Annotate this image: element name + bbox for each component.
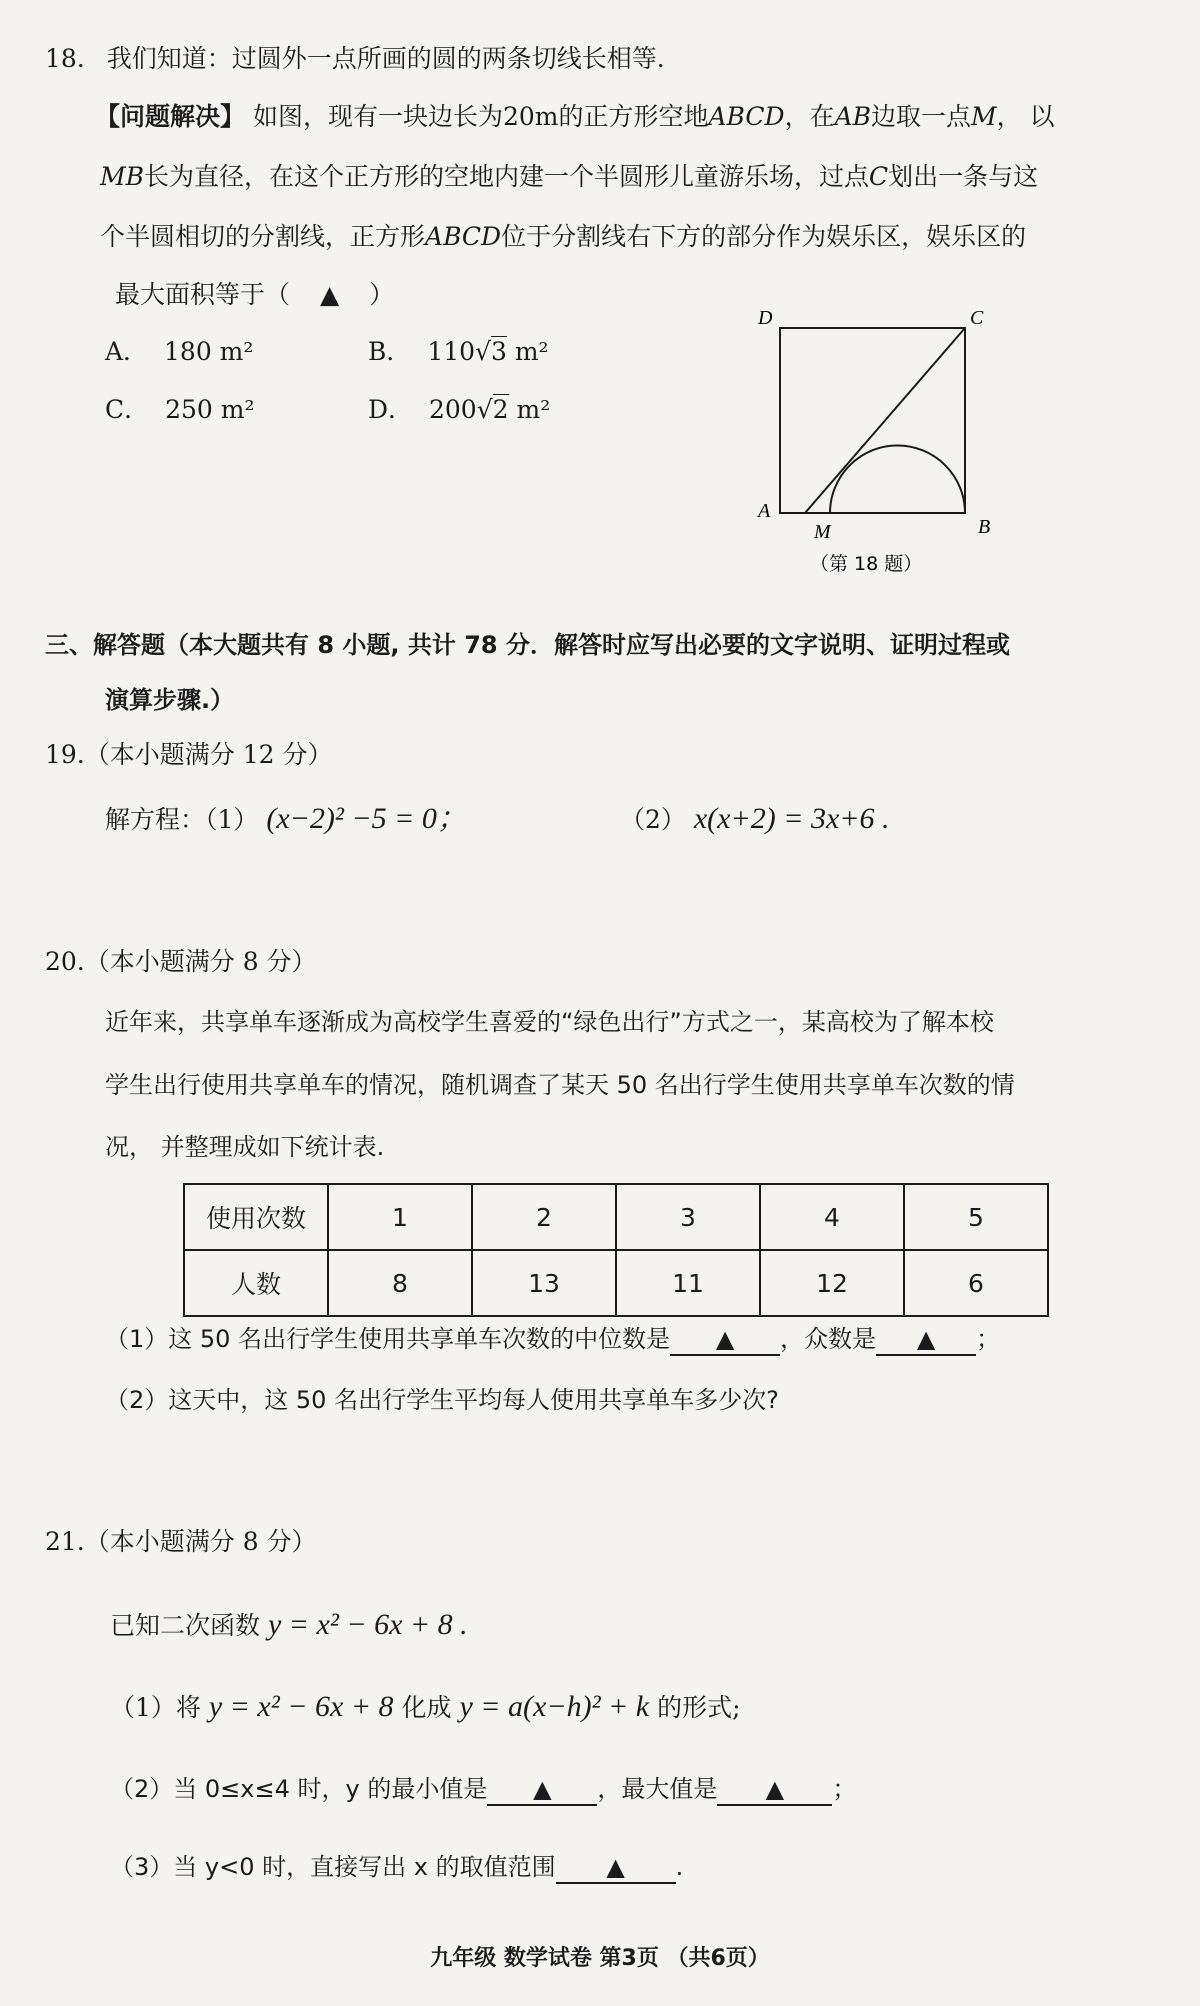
q18-l1g: ， 以 (996, 102, 1055, 131)
q18-option-c (105, 393, 255, 427)
q20-paragraph-1: 近年来，共享单车逐渐成为高校学生喜爱的“绿色出行”方式之一，某高校为了解本校 (105, 1008, 994, 1036)
q18-option-a (105, 335, 253, 369)
q19-eq1-line (105, 802, 467, 837)
q18-l3b: ABCD (425, 222, 502, 251)
option-b-coefficient: 110 (427, 337, 476, 366)
q18-l3c: 位于分割线右下方的部分作为娱乐区，娱乐区的 (501, 222, 1027, 251)
q21-sub1-text: （1）将 (110, 1693, 201, 1722)
option-c-value: 250 m² (165, 395, 255, 424)
option-d-radicand: 2 (492, 395, 509, 424)
q20-mode-blank: ▲ (876, 1324, 976, 1356)
label-c: C (970, 307, 984, 329)
section3-title-line1: 三、解答题（本大题共有 8 小题, 共计 78 分．解答时应写出必要的文字说明、证明过程或 (45, 631, 1010, 659)
q20-header: 20.（本小题满分 8 分） (45, 947, 317, 976)
q18-line2 (100, 160, 1038, 194)
option-b-unit: m² (506, 337, 549, 366)
q21-min-blank: ▲ (487, 1774, 597, 1806)
q18-l1f: M (971, 102, 997, 131)
option-b-radicand: 3 (490, 337, 507, 366)
table-row-header: 人数 (184, 1250, 328, 1316)
figure-caption: （第 18 题） (810, 553, 923, 575)
q21-sub1-expr: y = x² − 6x + 8 (208, 1690, 394, 1723)
semicircle-mb (830, 446, 965, 514)
q20-sub1-end: ； (976, 1325, 1001, 1353)
section3-title-line2: 演算步骤.） (105, 686, 235, 714)
q19-eq1: (x−2)² −5 = 0； (266, 802, 467, 835)
option-d-label: D． (368, 395, 414, 424)
table-cell: 4 (760, 1184, 904, 1250)
table-row (184, 1250, 1048, 1316)
q20-median-blank: ▲ (670, 1324, 780, 1356)
q19-label2: （2） (620, 805, 686, 834)
q18-l1e: 边取一点 (871, 102, 972, 131)
q20-paragraph-2: 学生出行使用共享单车的情况，随机调查了某天 50 名出行学生使用共享单车次数的情 (105, 1071, 1015, 1099)
q18-option-b (368, 335, 549, 369)
q21-sub2-text: （2）当 0≤x≤4 时，y 的最小值是 (110, 1775, 488, 1803)
q21-given-text: 已知二次函数 (110, 1611, 261, 1640)
label-d: D (758, 307, 773, 329)
q20-sub1-text: （1）这 50 名出行学生使用共享单车次数的中位数是 (105, 1325, 671, 1353)
q18-line3 (100, 220, 1026, 254)
q21-sub1 (110, 1690, 741, 1725)
label-a: A (758, 500, 771, 522)
q21-max-blank: ▲ (717, 1774, 832, 1806)
q21-header: 21.（本小题满分 8 分） (45, 1527, 317, 1556)
q18-l2c: C (869, 162, 889, 191)
square-abcd (780, 328, 965, 513)
table-cell: 3 (616, 1184, 760, 1250)
q18-close: ） (369, 280, 395, 309)
q21-sub1-mid: 化成 (401, 1693, 452, 1722)
table-cell: 6 (904, 1250, 1048, 1316)
label-m: M (814, 521, 831, 543)
q18-l1d: AB (834, 102, 872, 131)
q20-sub2: （2）这天中，这 50 名出行学生平均每人使用共享单车多少次? (105, 1386, 779, 1414)
q18-line4 (115, 278, 394, 312)
q21-sub1-end: 的形式; (657, 1693, 741, 1722)
label-b: B (978, 516, 991, 538)
q18-intro-line (45, 42, 665, 76)
q18-line1 (95, 100, 1055, 134)
tangent-line-cm (805, 328, 965, 513)
option-d-coefficient: 200 (429, 395, 477, 424)
q18-l1a: 如图，现有一块边长为20m的正方形空地 (252, 102, 709, 131)
q18-l2d: 划出一条与这 (888, 162, 1039, 191)
q21-sub2-mid: ，最大值是 (597, 1775, 718, 1803)
q20-sub1 (105, 1322, 1000, 1356)
q21-function: y = x² − 6x + 8 . (267, 1608, 468, 1641)
q18-tag: 【问题解决】 (95, 102, 246, 131)
option-c-label: C． (105, 395, 150, 424)
q18-l2a: MB (100, 162, 144, 191)
q21-given (110, 1608, 468, 1643)
option-a-value: 180 m² (164, 337, 254, 366)
sqrt-icon: √ (475, 337, 491, 366)
q20-stats-table (183, 1183, 1049, 1317)
q18-l4: 最大面积等于（ (115, 280, 291, 309)
table-cell: 12 (760, 1250, 904, 1316)
q18-l1b: ABCD (708, 102, 785, 131)
q20-paragraph-3: 况， 并整理成如下统计表. (105, 1133, 385, 1161)
q18-answer-mark: ▲ (319, 280, 340, 309)
q18-figure (750, 300, 1010, 580)
q19-header: 19.（本小题满分 12 分） (45, 740, 333, 769)
q19-label: 解方程：（1） (105, 805, 259, 834)
q18-l2b: 长为直径，在这个正方形的空地内建一个半圆形儿童游乐场，过点 (143, 162, 869, 191)
q21-sub2-end: ； (832, 1775, 857, 1803)
q18-intro: 我们知道：过圆外一点所画的圆的两条切线长相等. (106, 44, 665, 73)
page-footer: 九年级 数学试卷 第3页 （共6页） (430, 1946, 770, 1971)
q21-range-blank: ▲ (556, 1852, 676, 1884)
table-cell: 5 (904, 1184, 1048, 1250)
q18-option-d (368, 393, 550, 427)
q18-number: 18. (45, 44, 85, 73)
option-b-label: B． (368, 337, 412, 366)
option-a-label: A． (105, 337, 149, 366)
q21-sub3 (110, 1850, 683, 1884)
q21-sub3-end: . (675, 1853, 684, 1881)
q18-l3a: 个半圆相切的分割线，正方形 (100, 222, 426, 251)
table-row (184, 1184, 1048, 1250)
q21-sub2 (110, 1772, 856, 1806)
q20-sub1-mid: ，众数是 (780, 1325, 877, 1353)
table-cell: 1 (328, 1184, 472, 1250)
q21-sub3-text: （3）当 y<0 时，直接写出 x 的取值范围 (110, 1853, 556, 1881)
table-cell: 2 (472, 1184, 616, 1250)
sqrt-icon: √ (476, 395, 493, 424)
q19-eq2-line (620, 802, 890, 837)
table-row-header: 使用次数 (184, 1184, 328, 1250)
table-cell: 8 (328, 1250, 472, 1316)
q21-vertex-form: y = a(x−h)² + k (459, 1690, 650, 1723)
option-d-unit: m² (508, 395, 551, 424)
q18-l1c: ，在 (784, 102, 835, 131)
table-cell: 11 (616, 1250, 760, 1316)
q19-eq2: x(x+2) = 3x+6 . (693, 802, 890, 835)
table-cell: 13 (472, 1250, 616, 1316)
